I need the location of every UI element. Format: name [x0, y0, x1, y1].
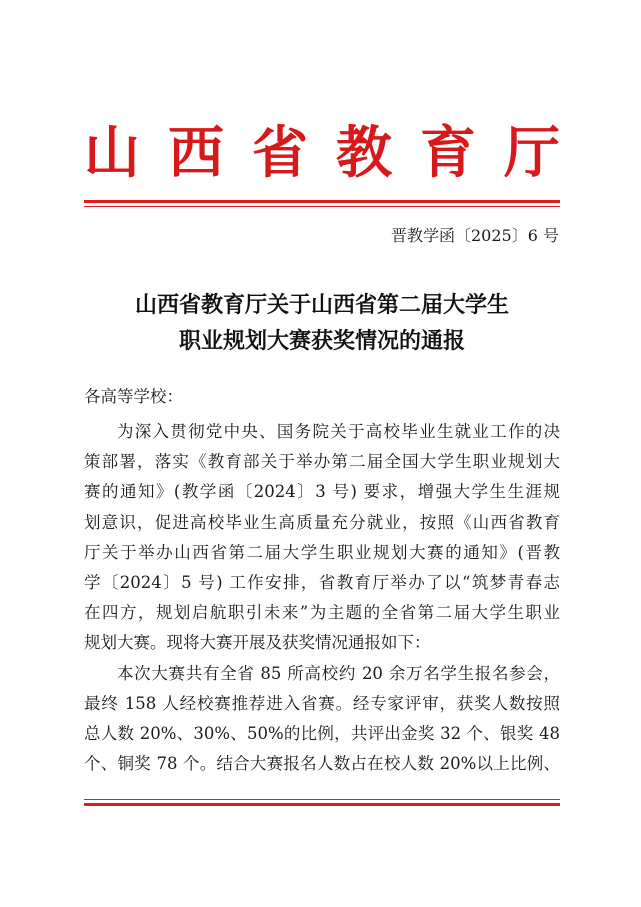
body-line: 最终 158 人经校赛推荐进入省赛。经专家评审，获奖人数按照 — [84, 693, 560, 713]
header-red-rule-thick — [84, 200, 560, 203]
body-line: 学〔2024〕5 号) 工作安排，省教育厅举办了以“筑梦青春志 — [84, 572, 560, 592]
body-line: 个、铜奖 78 个。结合大赛报名人数占在校人数 20%以上比例、 — [84, 754, 560, 774]
body-line: 厅关于举办山西省第二届大学生职业规划大赛的通知》(晋教 — [84, 542, 560, 562]
salutation: 各高等学校： — [84, 387, 183, 406]
title-line-1: 山西省教育厅关于山西省第二届大学生 — [134, 292, 509, 318]
masthead-char: 教 — [336, 120, 392, 186]
masthead-char: 山 — [84, 120, 140, 186]
masthead-char: 省 — [252, 120, 308, 186]
body-line: 总人数 20%、30%、50%的比例，共评出金奖 32 个、银奖 48 — [84, 723, 560, 743]
body-line: 划意识，促进高校毕业生高质量充分就业，按照《山西省教育 — [84, 512, 560, 532]
body-line: 为深入贯彻党中央、国务院关于高校毕业生就业工作的决 — [117, 422, 560, 441]
masthead-char: 厅 — [504, 120, 560, 186]
header-red-rule-thin — [84, 206, 560, 207]
document-number: 晋教学函〔2025〕6 号 — [391, 226, 559, 245]
body-line: 策部署，落实《教育部关于举办第二届全国大学生职业规划大 — [84, 452, 560, 472]
body-line: 在四方，规划启航职引未来”为主题的全省第二届大学生职业 — [84, 603, 560, 623]
masthead-char: 育 — [420, 120, 476, 186]
body-line: 本次大赛共有全省 85 所高校约 20 余万名学生报名参会， — [117, 663, 560, 683]
title-line-2: 职业规划大赛获奖情况的通报 — [178, 328, 465, 354]
masthead — [84, 118, 560, 188]
body-line: 赛的通知》(教学函〔2024〕3 号) 要求，增强大学生生涯规 — [84, 482, 560, 502]
document-title — [84, 287, 560, 359]
body-text — [84, 417, 560, 779]
masthead-char: 西 — [168, 120, 224, 186]
footer-red-rule-thin — [84, 799, 560, 800]
body-line: 规划大赛。现将大赛开展及获奖情况通报如下： — [84, 633, 431, 653]
footer-red-rule-thick — [84, 803, 560, 806]
